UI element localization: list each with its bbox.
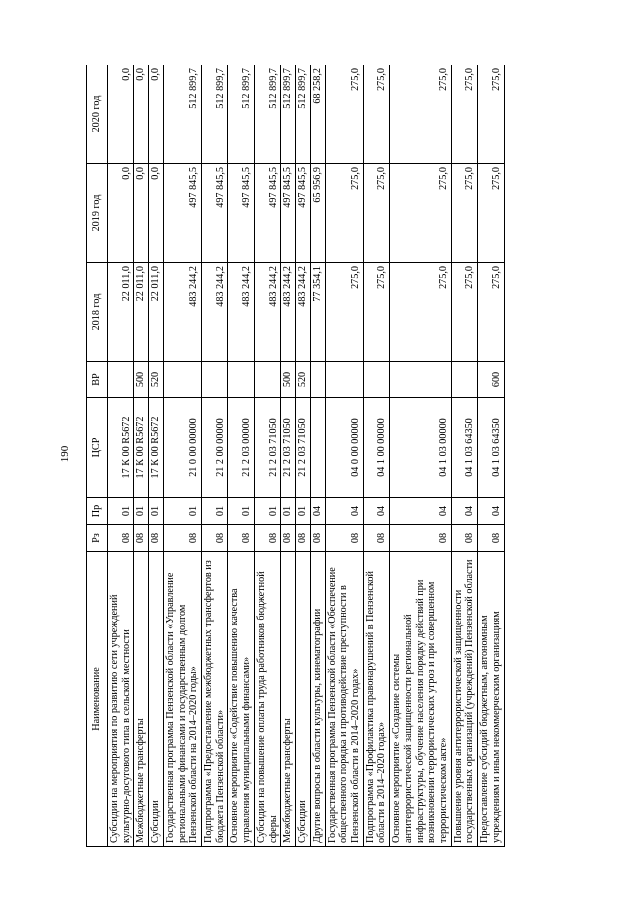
cell-vr [202, 362, 228, 398]
cell-y2020: 0,0 [108, 65, 134, 164]
budget-table-frame [86, 65, 554, 847]
header-2020: 2020 год [87, 65, 108, 164]
cell-pr: 01 [134, 498, 149, 525]
cell-rz: 08 [310, 525, 325, 552]
table-row [108, 65, 134, 847]
cell-rz: 08 [202, 525, 228, 552]
cell-name: Субсидии на повышение оплаты труда работников бюджетной сферы [254, 552, 280, 847]
cell-y2018: 483 244,2 [281, 263, 296, 362]
table-header-row [87, 65, 108, 847]
cell-pr: 04 [363, 498, 389, 525]
header-csr: ЦСР [87, 398, 108, 498]
cell-y2019: 497 845,5 [281, 164, 296, 263]
cell-y2019: 0,0 [134, 164, 149, 263]
cell-y2018: 22 011,0 [134, 263, 149, 362]
cell-name: Государственная программа Пензенской области «Обеспечение общественного порядка и противодействие преступности в Пензенской области в 2014–2020 годах» [325, 552, 363, 847]
table-body [108, 65, 505, 847]
cell-pr: 04 [478, 498, 504, 525]
table-row [451, 65, 477, 847]
cell-pr: 01 [163, 498, 201, 525]
cell-y2018: 275,0 [478, 263, 504, 362]
cell-y2018: 275,0 [390, 263, 452, 362]
header-vr: ВР [87, 362, 108, 398]
header-name: Наименование [87, 552, 108, 847]
cell-y2018: 483 244,2 [163, 263, 201, 362]
cell-pr: 01 [254, 498, 280, 525]
cell-y2019: 275,0 [451, 164, 477, 263]
cell-y2019: 497 845,5 [296, 164, 311, 263]
table-row [134, 65, 149, 847]
table-row [296, 65, 311, 847]
table-row [281, 65, 296, 847]
cell-name: Основное мероприятие «Создание системы антитеррористической защищенности региональной инфраструктуры, обучение населения порядку действий при возникновении террористических угроз и при совершенном террористическом акте» [390, 552, 452, 847]
cell-rz: 08 [478, 525, 504, 552]
cell-rz: 08 [325, 525, 363, 552]
cell-y2019: 275,0 [363, 164, 389, 263]
cell-y2018: 483 244,2 [296, 263, 311, 362]
cell-y2019: 275,0 [325, 164, 363, 263]
table-row [202, 65, 228, 847]
cell-csr: 21 2 03 71050 [281, 398, 296, 498]
cell-rz: 08 [296, 525, 311, 552]
cell-csr: 04 1 03 00000 [390, 398, 452, 498]
table-row [390, 65, 452, 847]
cell-vr [108, 362, 134, 398]
cell-csr: 21 2 03 00000 [228, 398, 254, 498]
cell-y2019: 497 845,5 [228, 164, 254, 263]
cell-pr: 04 [310, 498, 325, 525]
cell-y2020: 0,0 [149, 65, 164, 164]
cell-y2020: 275,0 [325, 65, 363, 164]
cell-pr: 01 [281, 498, 296, 525]
cell-vr [363, 362, 389, 398]
cell-y2019: 275,0 [390, 164, 452, 263]
cell-pr: 01 [202, 498, 228, 525]
cell-name: Повышение уровня антитеррористической защищенности государственных организаций (учреждений) Пензенской области [451, 552, 477, 847]
cell-y2020: 512 899,7 [202, 65, 228, 164]
cell-pr: 04 [325, 498, 363, 525]
cell-vr [163, 362, 201, 398]
cell-vr [451, 362, 477, 398]
cell-y2018: 22 011,0 [149, 263, 164, 362]
cell-vr: 600 [478, 362, 504, 398]
cell-y2018: 275,0 [451, 263, 477, 362]
cell-y2020: 68 258,2 [310, 65, 325, 164]
cell-y2019: 65 956,9 [310, 164, 325, 263]
cell-name: Основное мероприятие «Содействие повышению качества управления муниципальными финансами» [228, 552, 254, 847]
table-row [163, 65, 201, 847]
cell-vr [228, 362, 254, 398]
cell-csr: 21 2 00 00000 [202, 398, 228, 498]
cell-y2020: 275,0 [451, 65, 477, 164]
cell-y2020: 0,0 [134, 65, 149, 164]
cell-name: Государственная программа Пензенской области «Управление региональными финансами и государственным долгом Пензенской области на 2014–2020 годы» [163, 552, 201, 847]
cell-csr: 21 2 03 71050 [296, 398, 311, 498]
table-row [363, 65, 389, 847]
cell-rz: 08 [254, 525, 280, 552]
cell-vr: 520 [149, 362, 164, 398]
cell-y2020: 275,0 [478, 65, 504, 164]
cell-y2020: 512 899,7 [254, 65, 280, 164]
cell-y2020: 512 899,7 [163, 65, 201, 164]
cell-name: Подпрограмма «Профилактика правонарушений в Пензенской области в 2014–2020 годах» [363, 552, 389, 847]
cell-pr: 01 [149, 498, 164, 525]
cell-csr: 04 1 03 64350 [451, 398, 477, 498]
cell-name: Субсидии на мероприятия по развитию сети учреждений культурно-досугового типа в сельской местности [108, 552, 134, 847]
cell-y2019: 497 845,5 [254, 164, 280, 263]
table-row [149, 65, 164, 847]
cell-csr: 04 1 00 00000 [363, 398, 389, 498]
cell-vr [310, 362, 325, 398]
cell-y2020: 512 899,7 [228, 65, 254, 164]
cell-y2020: 275,0 [363, 65, 389, 164]
cell-csr: 17 К 00 R5672 [149, 398, 164, 498]
cell-pr: 04 [451, 498, 477, 525]
cell-csr [310, 398, 325, 498]
cell-y2018: 483 244,2 [228, 263, 254, 362]
page-number: 190 [59, 445, 71, 463]
header-2018: 2018 год [87, 263, 108, 362]
cell-y2019: 497 845,5 [202, 164, 228, 263]
cell-vr [254, 362, 280, 398]
cell-y2019: 275,0 [478, 164, 504, 263]
header-rz: Рз [87, 525, 108, 552]
cell-rz: 08 [281, 525, 296, 552]
cell-y2020: 275,0 [390, 65, 452, 164]
cell-csr: 17 К 00 R5672 [108, 398, 134, 498]
header-pr: Пр [87, 498, 108, 525]
cell-rz: 08 [451, 525, 477, 552]
cell-rz: 08 [390, 525, 452, 552]
cell-y2020: 512 899,7 [296, 65, 311, 164]
cell-pr: 01 [108, 498, 134, 525]
cell-y2020: 512 899,7 [281, 65, 296, 164]
table-row [310, 65, 325, 847]
cell-vr: 500 [281, 362, 296, 398]
cell-vr [325, 362, 363, 398]
cell-vr [390, 362, 452, 398]
cell-pr: 01 [296, 498, 311, 525]
cell-csr: 04 0 00 00000 [325, 398, 363, 498]
cell-name: Межбюджетные трансферты [281, 552, 296, 847]
cell-name: Субсидии [296, 552, 311, 847]
table-row [478, 65, 504, 847]
cell-rz: 08 [163, 525, 201, 552]
cell-y2018: 22 011,0 [108, 263, 134, 362]
cell-csr: 21 0 00 00000 [163, 398, 201, 498]
cell-y2019: 0,0 [149, 164, 164, 263]
cell-y2018: 483 244,2 [202, 263, 228, 362]
header-2019: 2019 год [87, 164, 108, 263]
cell-name: Подпрограмма «Предоставление межбюджетных трансфертов из бюджета Пензенской области» [202, 552, 228, 847]
table-row [228, 65, 254, 847]
cell-name: Межбюджетные трансферты [134, 552, 149, 847]
rotated-page [86, 65, 554, 847]
cell-y2018: 275,0 [363, 263, 389, 362]
table-row [254, 65, 280, 847]
cell-vr: 520 [296, 362, 311, 398]
cell-csr: 21 2 03 71050 [254, 398, 280, 498]
cell-name: Другие вопросы в области культуры, кинематографии [310, 552, 325, 847]
cell-y2018: 77 354,1 [310, 263, 325, 362]
cell-csr: 17 К 00 R5672 [134, 398, 149, 498]
budget-table [86, 65, 505, 847]
cell-y2018: 275,0 [325, 263, 363, 362]
cell-csr: 04 1 03 64350 [478, 398, 504, 498]
cell-pr: 04 [390, 498, 452, 525]
cell-y2019: 0,0 [108, 164, 134, 263]
cell-rz: 08 [363, 525, 389, 552]
table-row [325, 65, 363, 847]
cell-name: Предоставление субсидий бюджетным, автономным учреждениям и иным некоммерческим организациям [478, 552, 504, 847]
cell-pr: 01 [228, 498, 254, 525]
cell-rz: 08 [149, 525, 164, 552]
cell-y2018: 483 244,2 [254, 263, 280, 362]
cell-rz: 08 [228, 525, 254, 552]
cell-y2019: 497 845,5 [163, 164, 201, 263]
cell-rz: 08 [108, 525, 134, 552]
cell-name: Субсидии [149, 552, 164, 847]
cell-rz: 08 [134, 525, 149, 552]
cell-vr: 500 [134, 362, 149, 398]
